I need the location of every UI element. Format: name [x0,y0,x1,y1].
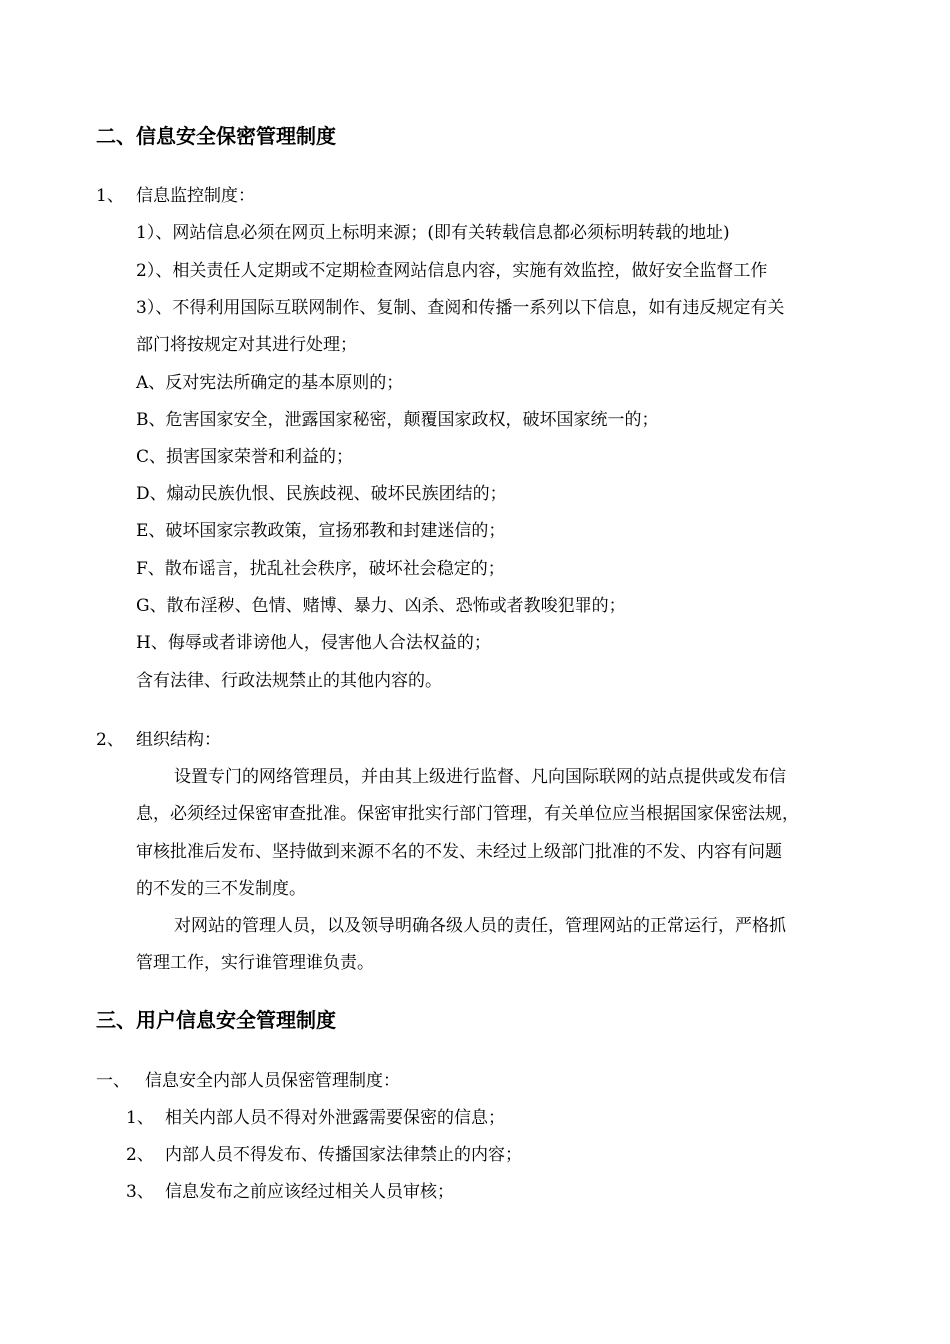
list-item: F、散布谣言，扰乱社会秩序，破坏社会稳定的； [136,559,505,579]
list-item: H、侮辱或者诽谤他人，侵害他人合法权益的； [136,633,491,653]
paragraph-line: 审核批准后发布、坚持做到来源不名的不发、未经过上级部门批准的不发、内容有问题 [136,842,782,862]
paragraph-line: 的不发的三不发制度。 [136,879,306,899]
body-line: 3）、不得利用国际互联网制作、复制、查阅和传播一系列以下信息，如有违反规定有关 [136,298,785,318]
item-label: 组织结构： [136,730,221,750]
item-number: 一、 [96,1071,130,1091]
item-label: 信息监控制度： [136,186,255,206]
paragraph-line: 息，必须经过保密审查批准。保密审批实行部门管理，有关单位应当根据国家保密法规， [136,804,799,824]
list-item: 含有法律、行政法规禁止的其他内容的。 [136,671,442,691]
subitem-number: 1、 [126,1108,154,1128]
list-item: A、反对宪法所确定的基本原则的； [136,373,404,393]
paragraph-line: 设置专门的网络管理员，并由其上级进行监督、凡向国际联网的站点提供或发布信 [174,767,786,787]
body-line: 1）、网站信息必须在网页上标明来源；(即有关转载信息都必须标明转载的地址) [136,223,730,243]
section-heading-3: 三、用户信息安全管理制度 [96,1008,336,1032]
list-item: 内部人员不得发布、传播国家法律禁止的内容； [165,1145,522,1165]
list-item: C、损害国家荣誉和利益的； [136,447,354,467]
section-heading-2: 二、信息安全保密管理制度 [96,124,336,148]
subitem-number: 2、 [126,1145,154,1165]
list-item: 信息发布之前应该经过相关人员审核； [165,1182,454,1202]
paragraph-line: 对网站的管理人员，以及领导明确各级人员的责任，管理网站的正常运行，严格抓 [174,916,786,936]
paragraph-line: 管理工作，实行谁管理谁负责。 [136,953,374,973]
list-item: 相关内部人员不得对外泄露需要保密的信息； [165,1108,505,1128]
list-item: B、危害国家安全，泄露国家秘密，颠覆国家政权，破坏国家统一的； [136,410,659,430]
list-item: E、破坏国家宗教政策，宣扬邪教和封建迷信的； [136,521,506,541]
item-number: 1、 [96,186,124,206]
subitem-number: 3、 [126,1182,154,1202]
list-item: D、煽动民族仇恨、民族歧视、破坏民族团结的； [136,484,507,504]
list-item: G、散布淫秽、色情、赌博、暴力、凶杀、恐怖或者教唆犯罪的； [136,596,626,616]
body-line: 2）、相关责任人定期或不定期检查网站信息内容，实施有效监控，做好安全监督工作 [136,261,768,281]
item-label: 信息安全内部人员保密管理制度： [145,1071,400,1091]
item-number: 2、 [96,730,124,750]
body-line: 部门将按规定对其进行处理； [136,335,357,355]
